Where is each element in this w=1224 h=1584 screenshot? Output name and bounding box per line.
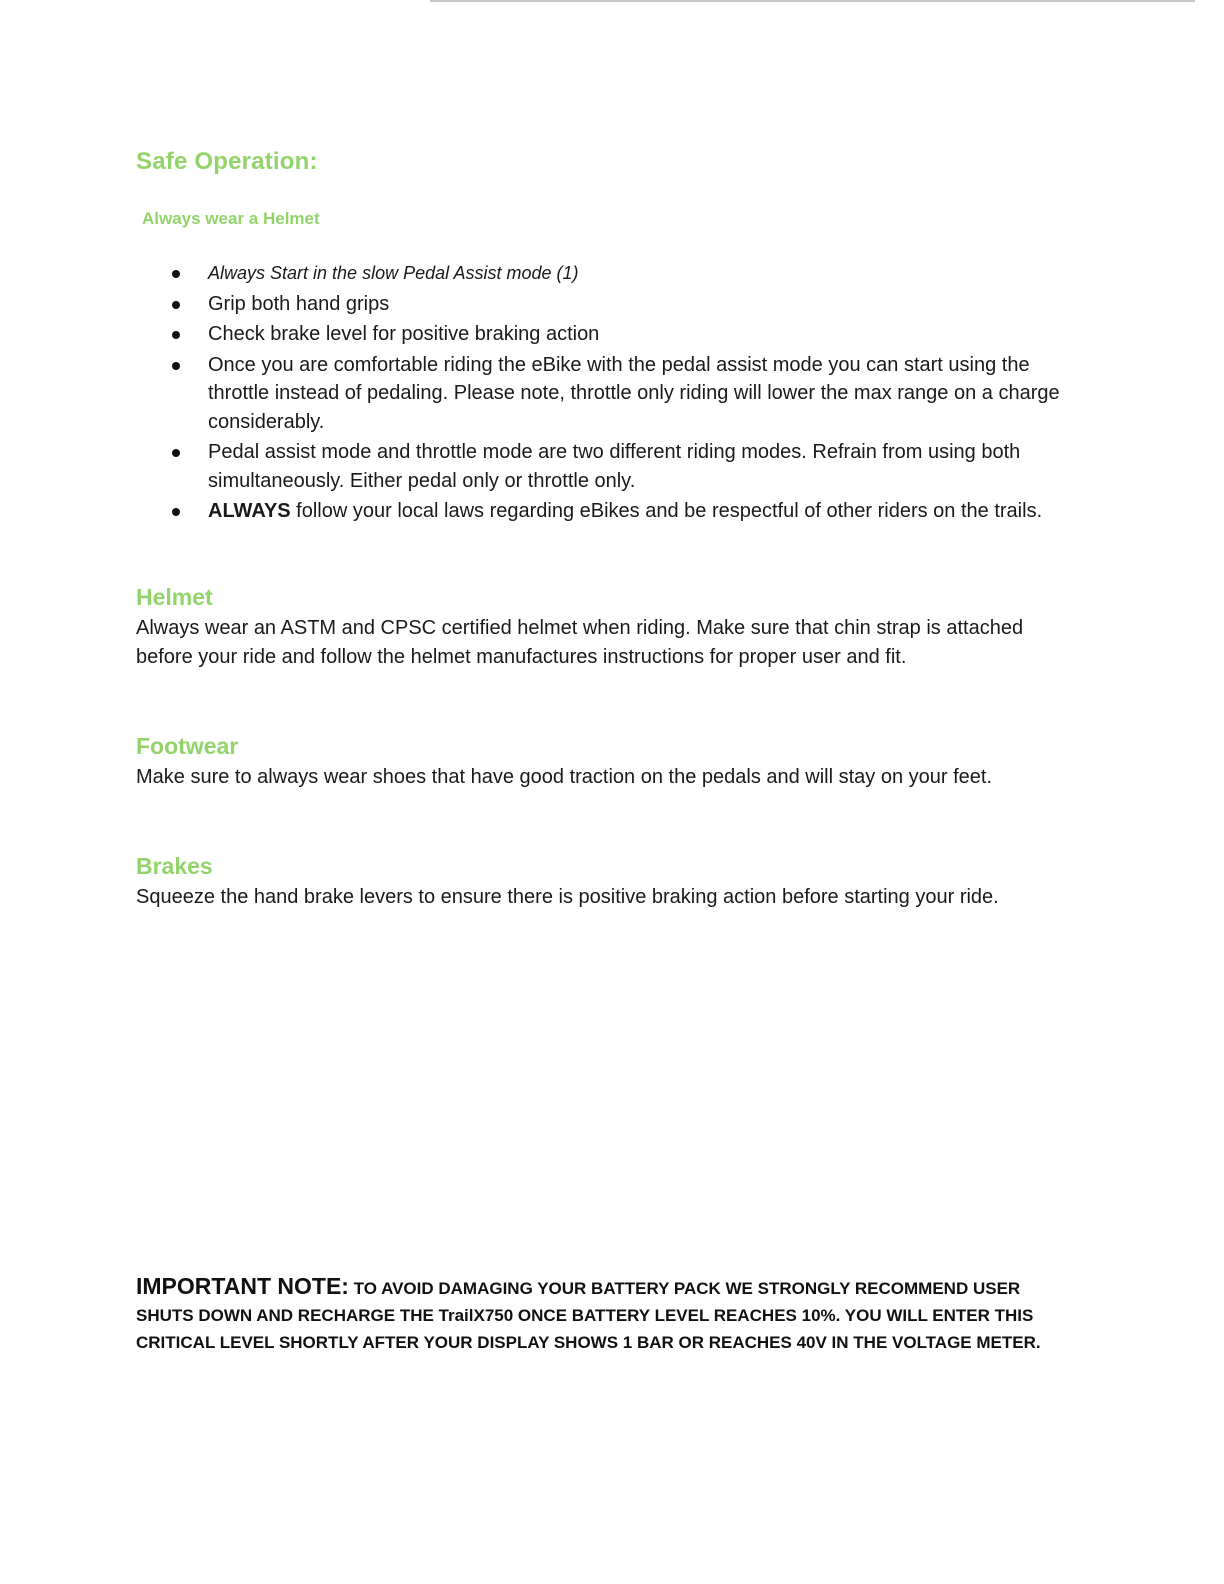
list-item (136, 320, 1076, 349)
bullet-icon (172, 362, 180, 370)
bullet-icon (172, 331, 180, 339)
safety-bullet-list (136, 259, 1076, 528)
bullet-icon (172, 301, 180, 309)
list-item-text: Once you are comfortable riding the eBike with the pedal assist mode you can start using the throttle instead of pedaling. Please note, throttle only riding will lower the max range on a charge considerably. (208, 353, 1060, 433)
section-heading-footwear: Footwear (136, 733, 239, 759)
bullet-icon (172, 508, 180, 516)
important-note-text: TO AVOID DAMAGING YOUR BATTERY PACK WE STRONGLY RECOMMEND USER SHUTS DOWN AND RECHARGE THE TrailX750 ONCE BATTERY LEVEL REACHES 10%. YOU WILL ENTER THIS CRITICAL LEVEL SHORTLY AFTER YOUR DISPLAY SHOWS 1 BAR OR REACHES 40V IN THE VOLTAGE METER. (136, 1279, 1041, 1352)
scan-edge-line (430, 0, 1195, 2)
section-body-footwear: Make sure to always wear shoes that have good traction on the pedals and will stay on your feet. (136, 766, 993, 788)
list-item (136, 438, 1076, 495)
bullet-icon (172, 270, 180, 278)
list-item-emphasis: ALWAYS (208, 500, 291, 522)
brakes-section (136, 851, 1066, 912)
list-item (136, 290, 1076, 319)
list-item (136, 497, 1076, 526)
list-item-text: Always Start in the slow Pedal Assist mode (1) (208, 263, 579, 283)
footwear-section (136, 731, 1066, 792)
list-item-text: Grip both hand grips (208, 292, 390, 315)
list-item-text: Check brake level for positive braking action (208, 323, 600, 345)
page-title: Safe Operation: (136, 148, 318, 175)
bullet-icon (172, 449, 180, 457)
list-item-text: follow your local laws regarding eBikes and be respectful of other riders on the trails. (290, 500, 1043, 522)
section-body-brakes: Squeeze the hand brake levers to ensure there is positive braking action before starting your ride. (136, 886, 999, 908)
list-item (136, 259, 1076, 288)
section-heading-helmet: Helmet (136, 584, 213, 610)
page-subtitle: Always wear a Helmet (142, 209, 320, 228)
section-heading-brakes: Brakes (136, 853, 213, 879)
helmet-section (136, 582, 1066, 671)
section-body-helmet: Always wear an ASTM and CPSC certified helmet when riding. Make sure that chin strap is attached before your ride and follow the helmet manufactures instructions for proper user and fit. (136, 617, 1024, 668)
important-note-label: IMPORTANT NOTE: (136, 1273, 349, 1299)
list-item (136, 351, 1076, 437)
important-note (136, 1273, 1046, 1356)
list-item-text: Pedal assist mode and throttle mode are two different riding modes. Refrain from using both simultaneously. Either pedal only or throttle only. (208, 441, 1021, 492)
